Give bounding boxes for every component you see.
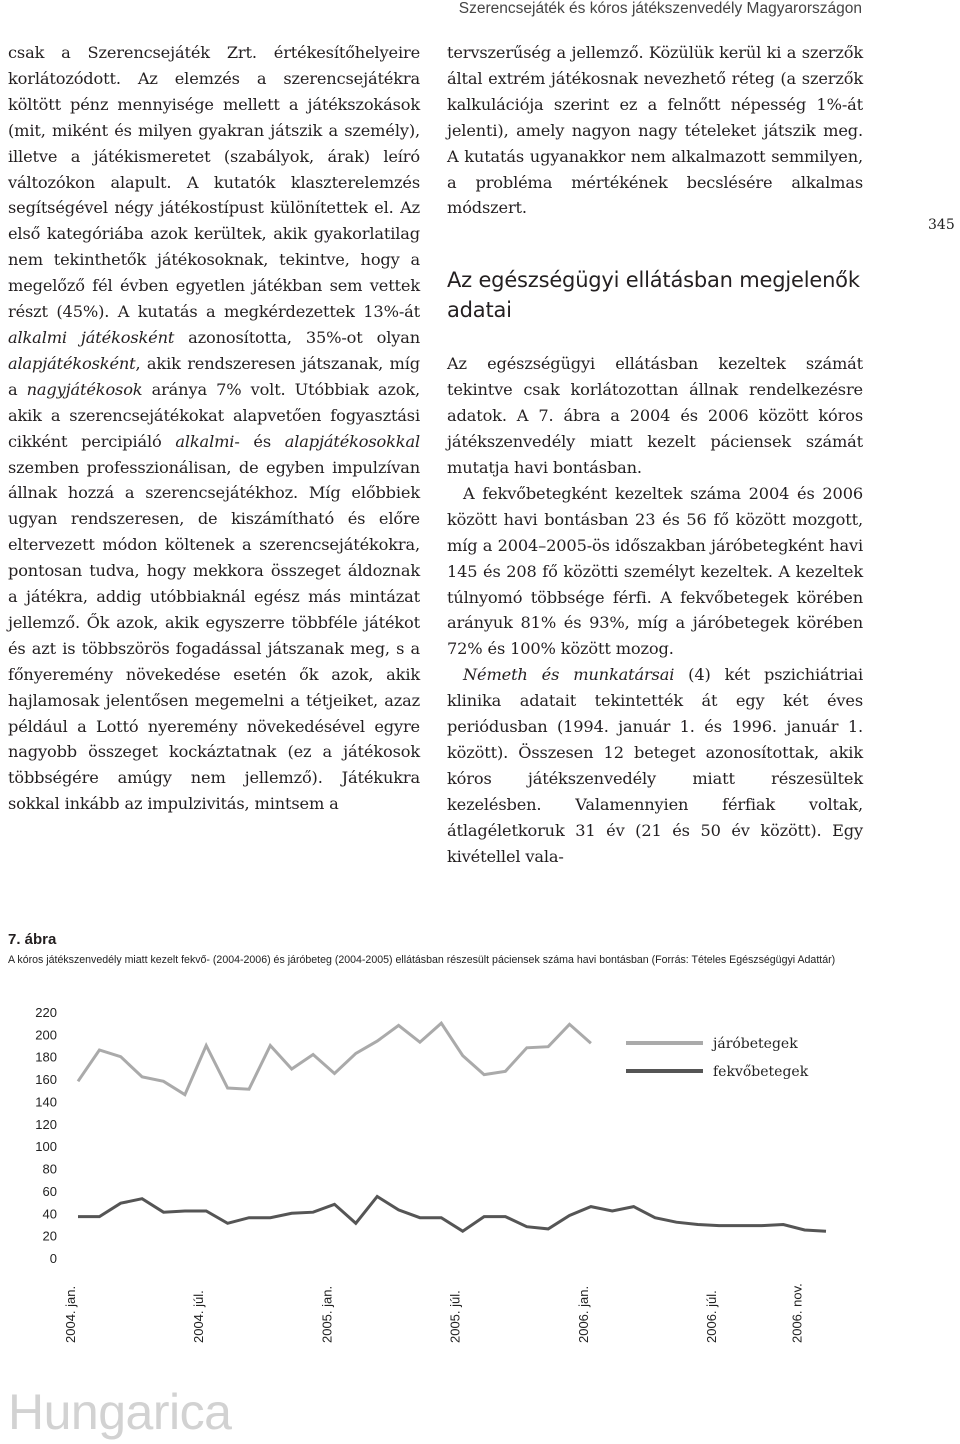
x-tick-label: 2006. jan. — [575, 1285, 591, 1343]
emphasized-term: alapjátékosokkal — [284, 431, 420, 451]
x-tick-label: 2006. júl. — [704, 1290, 720, 1343]
x-tick-label: 2005. jan. — [319, 1285, 335, 1343]
y-tick-label: 100 — [35, 1139, 57, 1155]
y-tick-label: 140 — [35, 1094, 57, 1110]
y-tick-label: 160 — [35, 1072, 57, 1088]
emphasized-term: alkalmi játékosként — [8, 327, 175, 347]
x-tick-label: 2004. jan. — [63, 1285, 78, 1343]
right-paragraph-1: Az egészségügyi ellátásban kezeltek számát tekintve csak korlátozottan állnak rendelkezésre adatok. A 7. ábra a 2004 és 2006 között kóros játékszenvedély miatt kezelt páciensek számát mutatja havi bontásban. — [447, 354, 863, 477]
text-run: csak a Szerencsejáték Zrt. értékesítőhelyeire korlátozódott. Az elemzés a szerencsejátékra költött pénz mennyisége mellett a játékszokások (mit, miként és milyen gyakran játszik a személy), illetve a játékismeretet (szabályok, árak) leíró változókon alapult. A kutatók klaszterelemzés segítségével négy játékostípust különítettek el. Az első kategóriába azok kerültek, akik gyakorlatilag nem tekinthetők játékosoknak, tekintve, hogy a megelőző fél évben egyetlen játékban sem vettek részt (45%). A kutatás a megkérdezettek 13%-át — [8, 43, 420, 322]
figure-caption: A kóros játékszenvedély miatt kezelt fekvő- (2004-2006) és járóbeteg (2004-2005) ellátásban részesült páciensek száma havi bontásban (Forrás: Tételes Egészségügyi Adattár) — [8, 954, 836, 966]
legend-label: járóbetegek — [713, 1036, 798, 1052]
text-run: aránya 7% volt. Utóbbiak azok, akik a szerencsejátékokat alapvetően fogyasztási cikként percipiáló — [8, 379, 421, 451]
running-header: Szerencsejáték és kóros játékszenvedély Magyarországon — [458, 0, 862, 17]
section-heading: Az egészségügyi ellátásban megjelenők adatai — [447, 268, 860, 323]
y-tick-label: 60 — [42, 1183, 57, 1199]
text-run: - és — [234, 431, 285, 451]
legend-label: fekvőbetegek — [713, 1064, 809, 1080]
right-column — [447, 40, 863, 869]
right-intro-paragraph: tervszerűség a jellemző. Közülük kerül ki a szerzők által extrém játékosnak nevezhető réteg (a szerzők kalkulációja szerint ez a felnőtt népesség 1%-át jelenti), amely nagyon nagy tételeket játszik meg. A kutatás ugyanakkor nem alkalmazott semmilyen, a probléma mértékének becslésére alkalmas módszert. — [447, 43, 863, 218]
figure-title: 7. ábra — [8, 931, 57, 948]
y-tick-label: 220 — [35, 1005, 57, 1020]
emphasized-term: alapjátékosként — [8, 353, 136, 373]
x-tick-label: 2005. júl. — [447, 1290, 463, 1343]
y-tick-label: 0 — [49, 1251, 57, 1266]
right-paragraph-2: A fekvőbetegként kezeltek száma 2004 és 2006 között havi bontásban 23 és 56 fő között mozgott, míg a 2004–2005-ös időszakban járóbetegként havi 145 és 208 fő közötti személyt kezeltek. A kezeltek túlnyomó többsége férfi. A fekvőbetegek körében arányuk 81% és 93%, míg a járóbetegek körében 72% és 100% között mozog. — [447, 483, 863, 659]
x-tick-label: 2006. nov. — [789, 1283, 805, 1343]
left-paragraph — [8, 40, 420, 817]
y-tick-label: 80 — [42, 1161, 57, 1177]
x-tick-label: 2004. júl. — [191, 1290, 207, 1343]
page-number: 345 — [928, 217, 955, 233]
emphasized-term: alkalmi — [175, 431, 235, 451]
y-tick-label: 200 — [35, 1027, 57, 1043]
right-paragraph-3 — [447, 662, 863, 869]
text-run: , akik rendszeresen játszanak, míg a — [8, 353, 420, 399]
y-tick-label: 180 — [35, 1049, 57, 1065]
y-tick-label: 120 — [35, 1116, 57, 1132]
text-run: szemben professzionálisan, de egyben impulzívan állnak hozzá a szerencsejátékhoz. Míg előbbiek ugyan rendszeresen, de kiszámítható és előre eltervezett módon költenek a szerencsejátékokra, pontosan tudva, hogy mekkora összeget áldoznak a játékra, addig utóbbiaknál egész más mintázat jellemző. Ők azok, akik egyszerre többféle játékot és azt is többszörös fogadással játszanak meg, s a főnyeremény növekedése esetén ők azok, akik hajlamosak jelentősen megemelni a tétjeiket, azaz például a Lottó nyeremény növekedésével egyre nagyobb összeget kockáztatnak (ez a játékosok többségére amúgy nem jellemző). Játékukra sokkal inkább az impulzivitás, mintsem a — [8, 457, 420, 814]
series-line-fekvobetegek — [78, 1197, 826, 1232]
y-tick-label: 40 — [42, 1206, 57, 1222]
line-chart — [0, 1000, 960, 1380]
left-column — [8, 40, 420, 817]
text-run: azonosította, 35%-ot olyan — [174, 327, 420, 347]
series-line-jarobetegek — [78, 1023, 591, 1094]
emphasized-term: nagyjátékosok — [26, 379, 143, 399]
right-paragraph-3-text: (4) két pszichiátriai klinika adatait tekintették át egy két éves periódusban (1994. január 1. és 1996. január 1. között). Összesen 12 beteget azonosítottak, akik kóros játékszenvedély miatt részesültek kezelésben. Valamennyien férfiak voltak, átlagéletkoruk 31 év (21 és 50 év között). Egy kivétellel vala- — [447, 665, 863, 866]
author-citation: Németh és munkatársai — [463, 665, 675, 685]
watermark: Hungarica — [8, 1384, 232, 1440]
y-tick-label: 20 — [42, 1228, 57, 1244]
